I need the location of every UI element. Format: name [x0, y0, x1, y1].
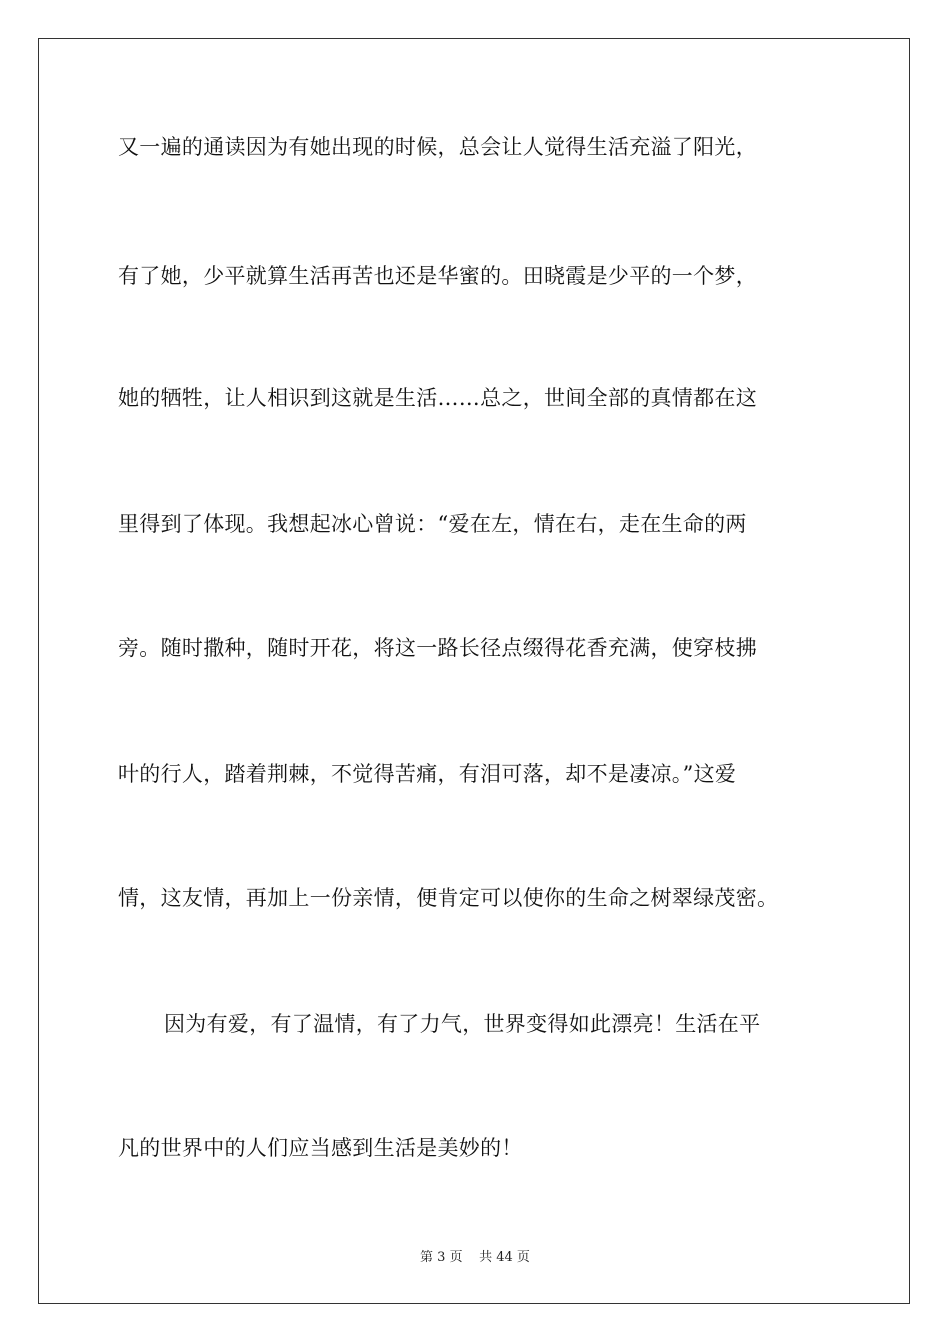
body-line-8-paragraph-start: 因为有爱，有了温情，有了力气，世界变得如此漂亮！生活在平: [164, 1012, 761, 1036]
page-number: 第 3 页: [420, 1250, 463, 1265]
body-line-6: 叶的行人，踏着荆棘，不觉得苦痛，有泪可落，却不是凄凉。”这爱: [118, 762, 737, 786]
body-line-4: 里得到了体现。我想起冰心曾说：“爱在左，情在右，走在生命的两: [118, 512, 747, 536]
body-line-1: 又一遍的通读因为有她出现的时候，总会让人觉得生活充溢了阳光，: [118, 135, 757, 159]
body-line-9: 凡的世界中的人们应当感到生活是美妙的！: [118, 1136, 523, 1160]
body-line-2: 有了她，少平就算生活再苦也还是华蜜的。田晓霞是少平的一个梦，: [118, 264, 757, 288]
body-line-3: 她的牺牲，让人相识到这就是生活……总之，世间全部的真情都在这: [118, 386, 757, 410]
body-line-7: 情，这友情，再加上一份亲情，便肯定可以使你的生命之树翠绿茂密。: [118, 886, 779, 910]
body-line-5: 旁。随时撒种，随时开花，将这一路长径点缀得花香充满，使穿枝拂: [118, 636, 757, 660]
page-footer: [0, 1246, 950, 1265]
page-border: [38, 38, 910, 1304]
page-total: 共 44 页: [479, 1250, 530, 1265]
